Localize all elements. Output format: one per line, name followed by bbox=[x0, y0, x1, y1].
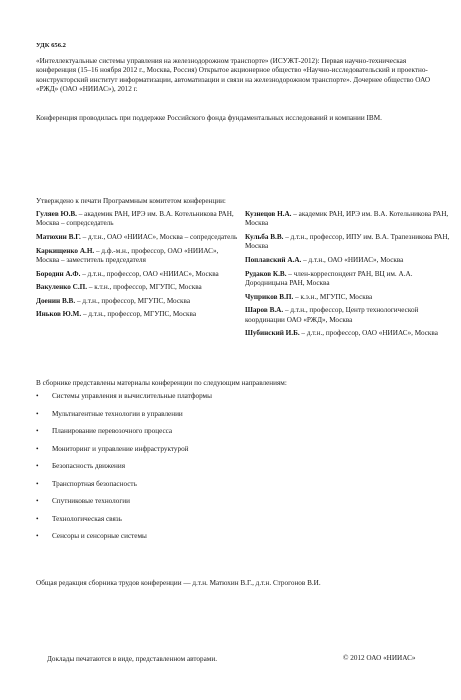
member-name: Бородин А.Ф. bbox=[36, 269, 81, 278]
direction-label: Безопасность движения bbox=[52, 462, 126, 470]
list-item bbox=[36, 497, 212, 515]
bullet-icon: • bbox=[36, 532, 39, 540]
udk-code: УДК 656.2 bbox=[36, 42, 66, 49]
bullet-icon: • bbox=[36, 427, 39, 435]
approval-heading: Утверждено к печати Программным комитетом конференции: bbox=[36, 197, 226, 205]
member-details: – д.т.н., ОАО «НИИАС», Москва bbox=[301, 256, 404, 264]
bibliographic-description: «Интеллектуальные системы управления на железнодорожном транспорте» (ИСУЖТ-2012): Первая научно-техническая конференция (15–16 ноября 2012 г., Москва, Россия) Открытое акционерное общество «Научно-исследовательский и проектно-конструкторский институт информатизации, автоматизации и связи на железнодорожном транспорте». Дочернее общество ОАО «РЖД» (ОАО «НИИАС»), 2012 г. bbox=[36, 57, 431, 94]
member-name: Чуприков В.П. bbox=[245, 292, 294, 301]
member-details: – д.т.н., профессор, ИПУ им. В.А. Трапезникова РАН, Москва bbox=[245, 233, 450, 251]
committee-member bbox=[36, 297, 241, 306]
committee-member bbox=[245, 270, 450, 289]
directions-list bbox=[36, 392, 212, 550]
member-name: Шубинский И.Б. bbox=[245, 329, 300, 338]
direction-label: Планирование перевозочного процесса bbox=[52, 427, 173, 435]
editors-note: Общая редакция сборника трудов конференции — д.т.н. Матюхин В.Г., д.т.н. Строгонов В.И. bbox=[36, 579, 321, 587]
direction-label: Технологическая связь bbox=[52, 514, 122, 523]
member-name: Рудаков К.В. bbox=[245, 269, 287, 278]
committee-member bbox=[36, 247, 241, 266]
committee-member bbox=[245, 233, 450, 252]
member-name: Иньков Ю.М. bbox=[36, 310, 82, 319]
committee-member bbox=[36, 270, 241, 279]
committee-member bbox=[245, 306, 450, 325]
committee-member bbox=[245, 293, 450, 302]
directions-intro: В сборнике представлены материалы конференции по следующим направлениям: bbox=[36, 379, 287, 387]
bullet-icon: • bbox=[36, 462, 39, 470]
member-details: – к.т.н., профессор, МГУПС, Москва bbox=[87, 283, 202, 292]
bullet-icon: • bbox=[36, 392, 39, 400]
member-details: – д.т.н., профессор, МГУПС, Москва bbox=[75, 296, 191, 305]
list-item bbox=[36, 480, 212, 498]
committee-member bbox=[245, 329, 450, 338]
direction-label: Мониторинг и управление инфраструктурой bbox=[52, 444, 189, 453]
member-details: – академик РАН, ИРЭ им. В.А. Котельникова РАН, Москва – сопредседатель bbox=[36, 210, 234, 228]
bullet-icon: • bbox=[36, 444, 39, 453]
member-name: Каркищенко А.Н. bbox=[36, 246, 95, 255]
committee-member bbox=[36, 210, 241, 229]
footer-note: Доклады печатаются в виде, представленном авторами. bbox=[47, 655, 218, 663]
member-details: – д.т.н., ОАО «НИИАС», Москва – сопредседатель bbox=[80, 233, 238, 241]
member-name: Матюхин В.Г. bbox=[36, 233, 81, 241]
committee-member bbox=[245, 256, 450, 265]
list-item bbox=[36, 515, 212, 533]
member-details: – д.ф.-м.н., профессор, ОАО «НИИАС», Москва – заместитель председателя bbox=[36, 246, 219, 264]
member-name: Кузнецов Н.А. bbox=[245, 210, 292, 218]
committee-member bbox=[245, 210, 450, 229]
bullet-icon: • bbox=[36, 409, 39, 418]
committee-left-column bbox=[36, 210, 241, 324]
member-details: – д.т.н., профессор, ОАО «НИИАС», Москва bbox=[299, 329, 438, 338]
committee-member bbox=[36, 283, 241, 292]
bullet-icon: • bbox=[36, 497, 39, 505]
direction-label: Системы управления и вычислительные платформы bbox=[52, 392, 212, 400]
member-name: Поплавский А.А. bbox=[245, 256, 302, 264]
list-item bbox=[36, 392, 212, 410]
direction-label: Мультиагентные технологии в управлении bbox=[52, 409, 183, 418]
member-name: Шаров В.А. bbox=[245, 306, 284, 315]
support-note: Конференция проводилась при поддержке Российского фонда фундаментальных исследований и компании IBM. bbox=[36, 114, 382, 122]
member-details: – д.т.н., профессор, ОАО «НИИАС», Москва bbox=[80, 269, 219, 278]
bullet-icon: • bbox=[36, 479, 39, 488]
direction-label: Спутниковые технологии bbox=[52, 497, 130, 505]
member-details: – д.т.н., профессор, МГУПС, Москва bbox=[81, 310, 197, 319]
member-details: – академик РАН, ИРЭ им. В.А. Котельникова РАН, Москва bbox=[245, 210, 449, 228]
member-name: Гуляев Ю.В. bbox=[36, 210, 77, 218]
list-item bbox=[36, 532, 212, 550]
committee-right-column bbox=[245, 210, 450, 343]
list-item bbox=[36, 410, 212, 428]
member-name: Доенин В.В. bbox=[36, 296, 76, 305]
bullet-icon: • bbox=[36, 514, 39, 523]
member-details: – к.э.н., МГУПС, Москва bbox=[293, 292, 373, 301]
member-details: – член-корреспондент РАН, ВЦ им. А.А. Дородницына РАН, Москва bbox=[245, 269, 413, 287]
direction-label: Транспортная безопасность bbox=[52, 479, 137, 488]
member-name: Вакуленко С.П. bbox=[36, 283, 88, 292]
member-details: – д.т.н., профессор, Центр технологической координации ОАО «РЖД», Москва bbox=[245, 306, 419, 324]
copyright: © 2012 ОАО «НИИАС» bbox=[343, 654, 416, 662]
member-name: Кульба В.В. bbox=[245, 233, 284, 241]
committee-member bbox=[36, 233, 241, 242]
committee-member bbox=[36, 310, 241, 319]
list-item bbox=[36, 427, 212, 445]
direction-label: Сенсоры и сенсорные системы bbox=[52, 532, 147, 540]
list-item bbox=[36, 462, 212, 480]
list-item bbox=[36, 445, 212, 463]
